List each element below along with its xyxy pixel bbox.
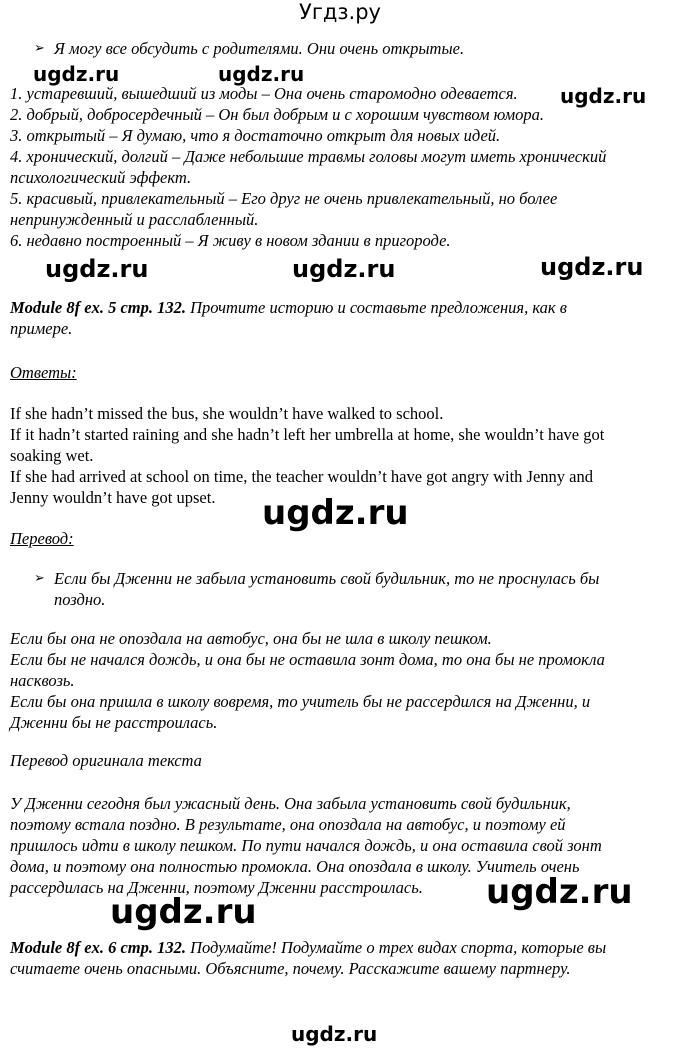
- translation-label: Перевод:: [10, 529, 74, 548]
- translation-line: Если бы она пришла в школу вовремя, то учитель бы не рассердился на Дженни, и: [10, 692, 591, 711]
- translations-block: [10, 628, 660, 733]
- original-line: У Дженни сегодня был ужасный день. Она забыла установить свой будильник,: [10, 794, 571, 813]
- translation-line: Если бы не начался дождь, и она бы не оставила зонт дома, то она бы не промокла: [10, 650, 605, 669]
- watermark: ugdz.ru: [110, 892, 257, 932]
- original-line: поэтому встала поздно. В результате, она опоздала на автобус, и поэтому ей: [10, 815, 566, 834]
- original-line: пришлось идти в школу пешком. По пути начался дождь, и она оставила свой зонт: [10, 836, 602, 855]
- ex5-heading: [10, 297, 660, 339]
- ex6-heading-bold: Module 8f ex. 6 стр. 132.: [10, 938, 186, 957]
- answers-label: Ответы:: [10, 363, 77, 382]
- watermark: ugdz.ru: [45, 255, 149, 283]
- list-item: 4. хронический, долгий – Даже небольшие травмы головы могут иметь хронический: [10, 147, 607, 166]
- translation-line: насквозь.: [10, 671, 75, 690]
- answer-line: If it hadn’t started raining and she hadn’t left her umbrella at home, she wouldn’t have got: [10, 425, 605, 444]
- watermark: ugdz.ru: [560, 84, 647, 108]
- watermark: ugdz.ru: [262, 493, 409, 533]
- watermark: ugdz.ru: [292, 255, 396, 283]
- translation-bullet: [34, 568, 654, 610]
- original-line: дома, и поэтому она полностью промокла. Она опоздала в школу. Учитель очень: [10, 857, 580, 876]
- translation-bullet-text: поздно.: [54, 590, 106, 609]
- original-line: рассердилась на Дженни, поэтому Дженни расстроилась.: [10, 878, 423, 897]
- watermark: ugdz.ru: [291, 1022, 378, 1046]
- translation-line: Дженни бы не расстроилась.: [10, 713, 218, 732]
- ex6-heading-text-cont: считаете очень опасными. Объясните, почему. Расскажите вашему партнеру.: [10, 959, 571, 978]
- list-item: 6. недавно построенный – Я живу в новом здании в пригороде.: [10, 231, 451, 250]
- answer-line: Jenny wouldn’t have got upset.: [10, 488, 216, 507]
- watermark: ugdz.ru: [540, 253, 644, 281]
- answer-line: soaking wet.: [10, 446, 94, 465]
- translation-bullet-text: Если бы Дженни не забыла установить свой будильник, то не проснулась бы: [54, 569, 600, 588]
- list-item: психологический эффект.: [10, 168, 192, 187]
- watermark: ugdz.ru: [486, 872, 633, 912]
- numbered-list: [10, 83, 660, 251]
- intro-bullet-text: Я могу все обсудить с родителями. Они очень открытые.: [54, 39, 465, 58]
- original-label: Перевод оригинала текста: [10, 751, 202, 770]
- watermark: ugdz.ru: [33, 62, 120, 86]
- intro-bullet: [34, 38, 654, 59]
- ex6-heading: [10, 937, 660, 979]
- arrow-bullet-icon: ➢: [34, 571, 45, 586]
- ex5-heading-text: Прочтите историю и составьте предложения, как в: [185, 298, 567, 317]
- list-item: 1. устаревший, вышедший из моды – Она очень старомодно одевается.: [10, 84, 518, 103]
- watermark: ugdz.ru: [218, 62, 305, 86]
- translation-line: Если бы она не опоздала на автобус, она бы не шла в школу пешком.: [10, 629, 492, 648]
- list-item: 3. открытый – Я думаю, что я достаточно открыт для новых идей.: [10, 126, 501, 145]
- arrow-bullet-icon: ➢: [34, 41, 45, 56]
- answer-line: If she had arrived at school on time, the teacher wouldn’t have got angry with Jenny and: [10, 467, 593, 486]
- list-item: непринужденный и расслабленный.: [10, 210, 259, 229]
- list-item: 5. красивый, привлекательный – Его друг не очень привлекательный, но более: [10, 189, 558, 208]
- ex5-heading-text-cont: примере.: [10, 319, 73, 338]
- site-title: Угдз.ру: [299, 0, 381, 24]
- answer-line: If she hadn’t missed the bus, she wouldn’t have walked to school.: [10, 404, 444, 423]
- ex5-heading-bold: Module 8f ex. 5 стр. 132.: [10, 298, 186, 317]
- list-item: 2. добрый, добросердечный – Он был добрым и с хорошим чувством юмора.: [10, 105, 545, 124]
- ex6-heading-text: Подумайте! Подумайте о трех видах спорта, которые вы: [185, 938, 607, 957]
